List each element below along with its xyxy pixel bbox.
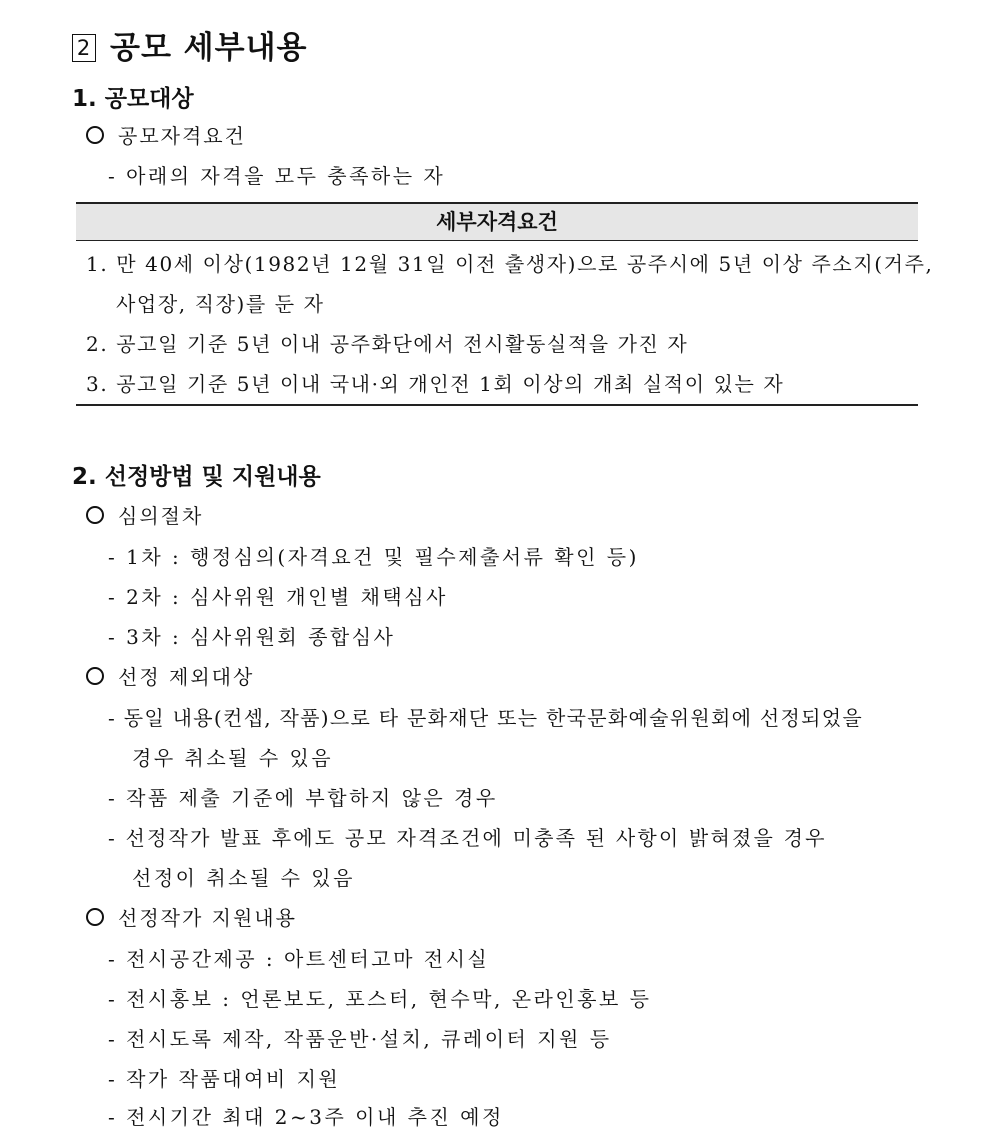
circle-bullet-icon <box>86 908 104 926</box>
table-row-1: 1. 만 40세 이상(1982년 12월 31일 이전 출생자)으로 공주시에 5년 이상 주소지(거주, <box>86 252 934 276</box>
circle-bullet-icon <box>86 126 104 144</box>
section-1-heading: 1. 공모대상 <box>72 86 194 112</box>
support-item-1: - 전시공간제공 : 아트센터고마 전시실 <box>108 947 490 971</box>
support-item-2: - 전시홍보 : 언론보도, 포스터, 현수막, 온라인홍보 등 <box>108 987 652 1011</box>
bullet-review-process-text: 심의절차 <box>118 504 204 528</box>
bullet-review-process <box>86 500 203 529</box>
bullet-eligibility-text: 공모자격요건 <box>118 124 246 148</box>
bullet-eligibility <box>86 120 246 149</box>
support-item-4: - 작가 작품대여비 지원 <box>108 1067 341 1091</box>
circle-bullet-icon <box>86 506 104 524</box>
eligibility-description: - 아래의 자격을 모두 충족하는 자 <box>108 164 446 188</box>
table-row-3: 3. 공고일 기준 5년 이내 국내·외 개인전 1회 이상의 개최 실적이 있는 자 <box>86 372 785 396</box>
bullet-exclusions-text: 선정 제외대상 <box>118 665 255 689</box>
page-title-text: 공모 세부내용 <box>110 30 308 66</box>
review-step-1: - 1차 : 행정심의(자격요건 및 필수제출서류 확인 등) <box>108 545 639 569</box>
table-row-1-cont: 사업장, 직장)를 둔 자 <box>116 292 325 316</box>
page-title <box>72 22 307 67</box>
section-2-heading: 2. 선정방법 및 지원내용 <box>72 464 321 490</box>
bullet-support-text: 선정작가 지원내용 <box>118 906 297 930</box>
review-step-2: - 2차 : 심사위원 개인별 채택심사 <box>108 585 448 609</box>
review-step-3: - 3차 : 심사위원회 종합심사 <box>108 625 396 649</box>
table-row-2: 2. 공고일 기준 5년 이내 공주화단에서 전시활동실적을 가진 자 <box>86 332 689 356</box>
table-header: 세부자격요건 <box>76 204 918 241</box>
exclusion-2: - 작품 제출 기준에 부합하지 않은 경우 <box>108 786 498 810</box>
exclusion-1-cont: 경우 취소될 수 있음 <box>132 746 334 770</box>
exclusion-1: - 동일 내용(컨셉, 작품)으로 타 문화재단 또는 한국문화예술위원회에 선정되었을 <box>108 706 864 730</box>
section-number-box: 2 <box>72 34 96 62</box>
exclusion-3-cont: 선정이 취소될 수 있음 <box>132 866 355 890</box>
support-item-3: - 전시도록 제작, 작품운반·설치, 큐레이터 지원 등 <box>108 1027 612 1051</box>
bullet-support <box>86 902 297 931</box>
exclusion-3: - 선정작가 발표 후에도 공모 자격조건에 미충족 된 사항이 밝혀졌을 경우 <box>108 826 827 850</box>
support-item-5: - 전시기간 최대 2~3주 이내 추진 예정 <box>108 1105 504 1129</box>
bullet-exclusions <box>86 661 254 690</box>
circle-bullet-icon <box>86 667 104 685</box>
